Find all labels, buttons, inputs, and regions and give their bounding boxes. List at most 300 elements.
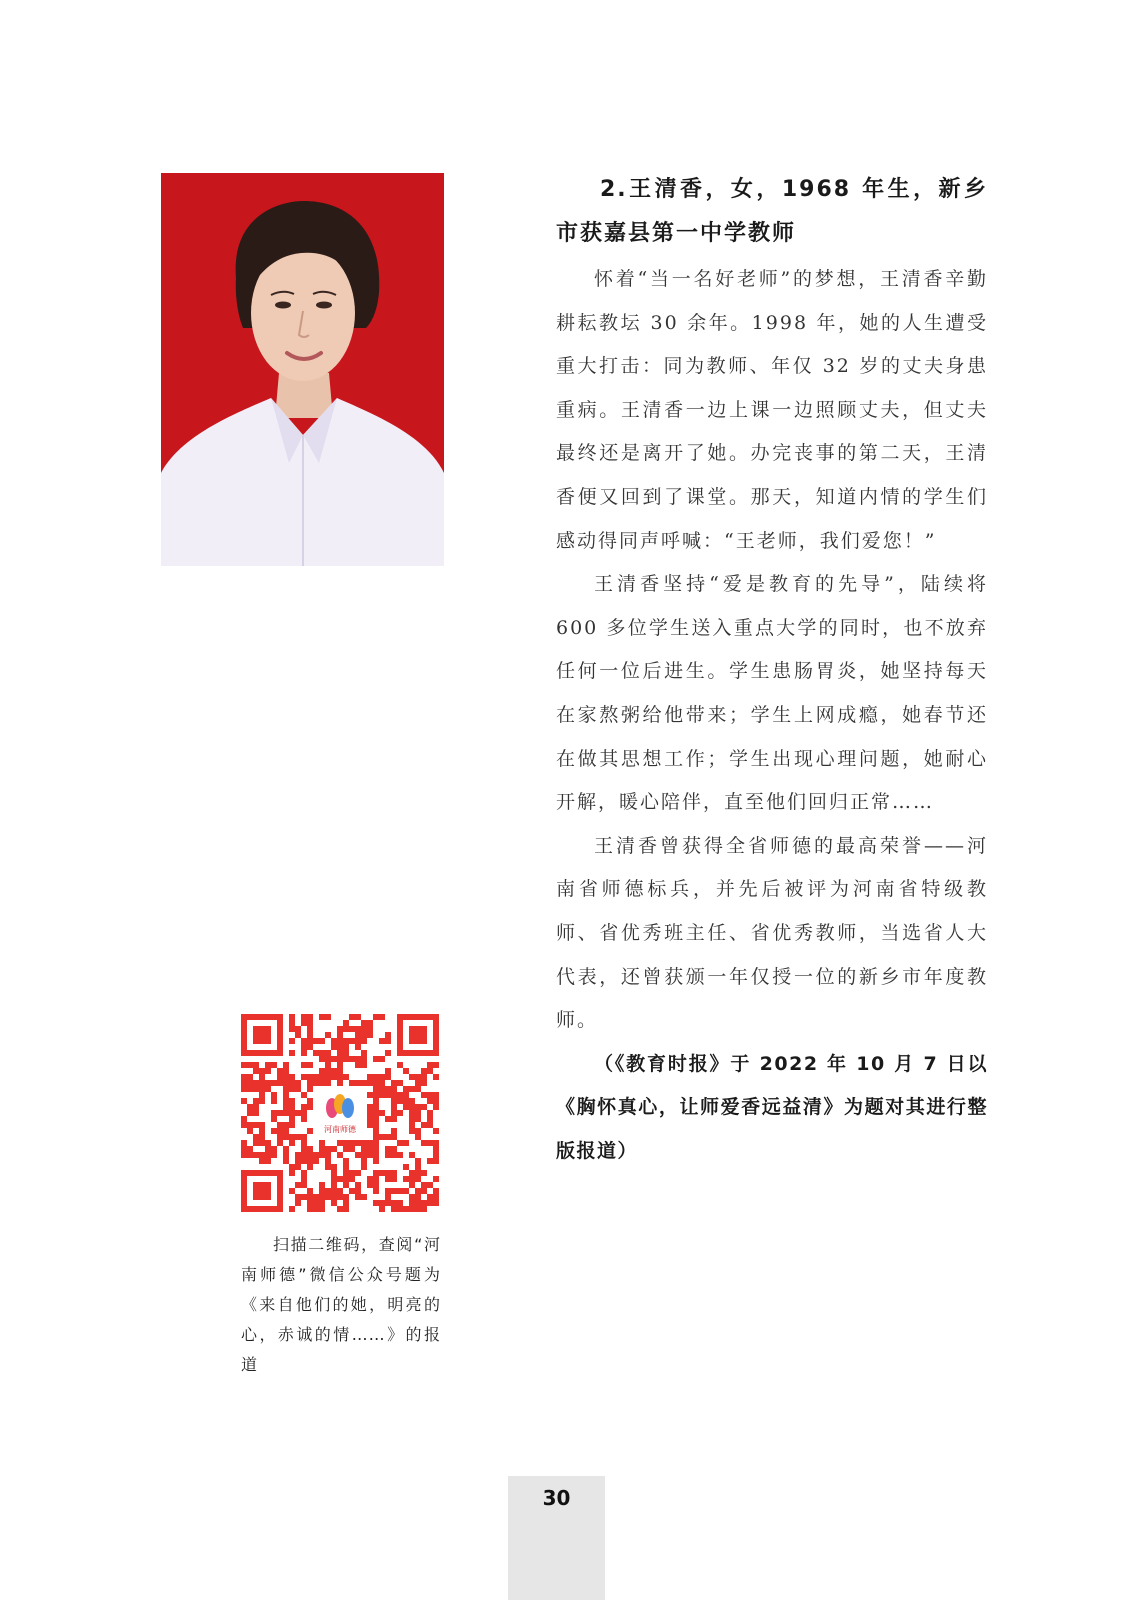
qr-module — [253, 1122, 259, 1128]
qr-module — [313, 1194, 319, 1200]
qr-module — [289, 1110, 295, 1116]
qr-module — [391, 1092, 397, 1098]
qr-module — [343, 1146, 349, 1152]
qr-module — [331, 1176, 337, 1182]
qr-module — [427, 1098, 433, 1104]
qr-module — [427, 1200, 433, 1206]
qr-module — [355, 1140, 361, 1146]
qr-module — [325, 1146, 331, 1152]
qr-module — [319, 1056, 325, 1062]
qr-module — [403, 1164, 409, 1170]
qr-module — [433, 1200, 439, 1206]
qr-module — [247, 1104, 253, 1110]
qr-module — [313, 1074, 319, 1080]
qr-module — [295, 1164, 301, 1170]
qr-module — [421, 1092, 427, 1098]
qr-module — [331, 1056, 337, 1062]
qr-module — [241, 1080, 247, 1086]
qr-module — [253, 1140, 259, 1146]
qr-module — [415, 1188, 421, 1194]
qr-module — [403, 1092, 409, 1098]
qr-module — [433, 1158, 439, 1164]
qr-module — [343, 1050, 349, 1056]
qr-module — [361, 1164, 367, 1170]
qr-module — [307, 1104, 313, 1110]
qr-module — [397, 1098, 403, 1104]
qr-module — [421, 1200, 427, 1206]
qr-module — [337, 1062, 343, 1068]
qr-module — [373, 1092, 379, 1098]
qr-module — [379, 1110, 385, 1116]
qr-module — [367, 1176, 373, 1182]
qr-module — [289, 1014, 295, 1020]
qr-module — [331, 1200, 337, 1206]
qr-module — [415, 1128, 421, 1134]
qr-module — [427, 1122, 433, 1128]
qr-module — [265, 1080, 271, 1086]
qr-module — [289, 1080, 295, 1086]
qr-module — [283, 1086, 289, 1092]
qr-module — [433, 1188, 439, 1194]
article-paragraph-1: 怀着“当一名好老师”的梦想，王清香辛勤耕耘教坛 30 余年。1998 年，她的人生遭受重大打击：同为教师、年仅 32 岁的丈夫身患重病。王清香一边上课一边照顾丈夫，但丈夫最终还是离开了她。办完丧事的第二天，王清香便又回到了课堂。那天，知道内情的学生们感动得同声呼喊：“王老师，我们爱您！” — [556, 268, 988, 552]
qr-module — [289, 1188, 295, 1194]
qr-module — [283, 1128, 289, 1134]
qr-module — [343, 1164, 349, 1170]
qr-module — [319, 1038, 325, 1044]
qr-module — [283, 1110, 289, 1116]
qr-module — [301, 1038, 307, 1044]
qr-module — [391, 1200, 397, 1206]
qr-module — [397, 1206, 403, 1212]
qr-module — [397, 1110, 403, 1116]
qr-module — [253, 1110, 259, 1116]
qr-module — [319, 1152, 325, 1158]
qr-module — [247, 1146, 253, 1152]
qr-module — [241, 1122, 247, 1128]
qr-module — [325, 1194, 331, 1200]
qr-module — [241, 1086, 247, 1092]
qr-module — [331, 1182, 337, 1188]
qr-module — [349, 1038, 355, 1044]
qr-module — [391, 1110, 397, 1116]
qr-module — [331, 1164, 337, 1170]
qr-module — [289, 1122, 295, 1128]
qr-module — [385, 1146, 391, 1152]
qr-module — [397, 1140, 403, 1146]
qr-module — [337, 1206, 343, 1212]
qr-module — [415, 1170, 421, 1176]
qr-module — [367, 1074, 373, 1080]
qr-module — [355, 1032, 361, 1038]
qr-module — [331, 1038, 337, 1044]
qr-module — [385, 1086, 391, 1092]
qr-module — [295, 1158, 301, 1164]
qr-module — [349, 1056, 355, 1062]
qr-caption: 扫描二维码，查阅“河南师德”微信公众号题为《来自他们的她，明亮的心，赤诚的情……》的报道 — [241, 1235, 441, 1374]
qr-module — [319, 1080, 325, 1086]
qr-module — [319, 1206, 325, 1212]
qr-module — [301, 1104, 307, 1110]
qr-logo-petal — [342, 1098, 354, 1118]
qr-module — [337, 1188, 343, 1194]
qr-module — [259, 1152, 265, 1158]
qr-module — [415, 1194, 421, 1200]
qr-module — [337, 1044, 343, 1050]
qr-logo-text: 河南师德 — [324, 1125, 356, 1134]
qr-module — [385, 1134, 391, 1140]
qr-module — [373, 1146, 379, 1152]
article-paragraph-2: 王清香坚持“爱是教育的先导”，陆续将 600 多位学生送入重点大学的同时，也不放弃任何一位后进生。学生患肠胃炎，她坚持每天在家熬粥给他带来；学生上网成瘾，她春节还在做其思想工作；学生出现心理问题，她耐心开解，暖心陪伴，直至他们回归正常…… — [556, 573, 988, 814]
qr-module — [373, 1170, 379, 1176]
qr-module — [343, 1206, 349, 1212]
qr-module — [361, 1152, 367, 1158]
qr-module — [301, 1152, 307, 1158]
qr-module — [313, 1200, 319, 1206]
qr-module — [409, 1098, 415, 1104]
qr-module — [409, 1122, 415, 1128]
qr-module — [319, 1182, 325, 1188]
qr-module — [343, 1182, 349, 1188]
qr-module — [361, 1056, 367, 1062]
qr-module — [253, 1134, 259, 1140]
qr-finder-bottom-left-core — [253, 1182, 271, 1200]
qr-module — [337, 1026, 343, 1032]
qr-module — [265, 1086, 271, 1092]
qr-module — [427, 1140, 433, 1146]
qr-module — [403, 1098, 409, 1104]
qr-module — [301, 1050, 307, 1056]
qr-module — [313, 1080, 319, 1086]
qr-module — [355, 1194, 361, 1200]
qr-module — [385, 1200, 391, 1206]
qr-module — [343, 1194, 349, 1200]
qr-module — [373, 1014, 379, 1020]
qr-module — [307, 1158, 313, 1164]
qr-module — [367, 1182, 373, 1188]
qr-module — [403, 1086, 409, 1092]
qr-module — [433, 1092, 439, 1098]
qr-module — [409, 1182, 415, 1188]
qr-module — [307, 1032, 313, 1038]
qr-module — [415, 1074, 421, 1080]
qr-module — [289, 1026, 295, 1032]
qr-module — [409, 1194, 415, 1200]
qr-module — [391, 1206, 397, 1212]
qr-module — [283, 1074, 289, 1080]
qr-module — [307, 1200, 313, 1206]
qr-module — [403, 1206, 409, 1212]
qr-module — [343, 1044, 349, 1050]
qr-module — [343, 1140, 349, 1146]
qr-module — [403, 1104, 409, 1110]
qr-module — [289, 1038, 295, 1044]
qr-module — [397, 1092, 403, 1098]
qr-module — [325, 1014, 331, 1020]
qr-module — [373, 1176, 379, 1182]
qr-module — [397, 1062, 403, 1068]
qr-module — [289, 1074, 295, 1080]
qr-module — [433, 1074, 439, 1080]
qr-module — [355, 1038, 361, 1044]
qr-code-graphic — [241, 1014, 439, 1212]
qr-module — [385, 1194, 391, 1200]
qr-module — [373, 1086, 379, 1092]
qr-module — [373, 1104, 379, 1110]
qr-module — [253, 1062, 259, 1068]
qr-module — [307, 1044, 313, 1050]
qr-module — [433, 1152, 439, 1158]
qr-module — [331, 1194, 337, 1200]
qr-module — [337, 1194, 343, 1200]
qr-module — [301, 1110, 307, 1116]
qr-module — [313, 1206, 319, 1212]
page-number: 30 — [542, 1486, 571, 1510]
qr-module — [355, 1056, 361, 1062]
qr-module — [241, 1116, 247, 1122]
qr-module — [319, 1068, 325, 1074]
qr-module — [361, 1032, 367, 1038]
qr-module — [421, 1206, 427, 1212]
qr-module — [343, 1176, 349, 1182]
qr-module — [313, 1050, 319, 1056]
qr-module — [337, 1032, 343, 1038]
qr-module — [403, 1176, 409, 1182]
qr-module — [343, 1026, 349, 1032]
qr-module — [301, 1140, 307, 1146]
qr-code[interactable] — [241, 1014, 439, 1212]
qr-module — [283, 1134, 289, 1140]
qr-module — [277, 1068, 283, 1074]
qr-module — [337, 1152, 343, 1158]
qr-module — [289, 1098, 295, 1104]
qr-module — [367, 1140, 373, 1146]
qr-module — [307, 1098, 313, 1104]
qr-module — [361, 1038, 367, 1044]
qr-module — [325, 1080, 331, 1086]
qr-module — [253, 1080, 259, 1086]
qr-module — [271, 1110, 277, 1116]
qr-module — [247, 1128, 253, 1134]
qr-module — [289, 1116, 295, 1122]
qr-module — [367, 1032, 373, 1038]
qr-module — [355, 1026, 361, 1032]
qr-module — [295, 1032, 301, 1038]
qr-module — [427, 1158, 433, 1164]
qr-module — [331, 1044, 337, 1050]
qr-module — [415, 1206, 421, 1212]
qr-module — [409, 1170, 415, 1176]
qr-module — [397, 1188, 403, 1194]
qr-module — [259, 1092, 265, 1098]
qr-module — [391, 1134, 397, 1140]
qr-module — [283, 1146, 289, 1152]
qr-module — [283, 1104, 289, 1110]
qr-module — [265, 1062, 271, 1068]
qr-module — [277, 1080, 283, 1086]
qr-module — [415, 1086, 421, 1092]
qr-module — [319, 1200, 325, 1206]
qr-module — [385, 1170, 391, 1176]
qr-module — [319, 1140, 325, 1146]
qr-module — [373, 1134, 379, 1140]
qr-module — [325, 1164, 331, 1170]
qr-module — [373, 1056, 379, 1062]
qr-module — [421, 1104, 427, 1110]
qr-module — [301, 1194, 307, 1200]
qr-module — [373, 1128, 379, 1134]
article-source-note: （《教育时报》于 2022 年 10 月 7 日以《胸怀真心，让师爱香远益清》为题对其进行整版报道） — [556, 1052, 988, 1162]
qr-module — [367, 1152, 373, 1158]
qr-module — [271, 1146, 277, 1152]
qr-module — [295, 1200, 301, 1206]
qr-module — [343, 1170, 349, 1176]
qr-module — [247, 1080, 253, 1086]
qr-module — [355, 1170, 361, 1176]
qr-module — [265, 1068, 271, 1074]
qr-module — [415, 1176, 421, 1182]
qr-module — [283, 1068, 289, 1074]
qr-module — [331, 1068, 337, 1074]
qr-module — [247, 1074, 253, 1080]
qr-module — [301, 1158, 307, 1164]
qr-module — [325, 1074, 331, 1080]
qr-module — [259, 1086, 265, 1092]
qr-module — [373, 1098, 379, 1104]
qr-module — [349, 1176, 355, 1182]
qr-module — [247, 1086, 253, 1092]
portrait-illustration — [161, 173, 444, 566]
qr-module — [319, 1146, 325, 1152]
qr-module — [427, 1068, 433, 1074]
qr-module — [427, 1194, 433, 1200]
qr-module — [415, 1104, 421, 1110]
qr-module — [391, 1086, 397, 1092]
qr-module — [391, 1146, 397, 1152]
qr-module — [403, 1140, 409, 1146]
qr-module — [391, 1176, 397, 1182]
qr-module — [271, 1098, 277, 1104]
qr-module — [307, 1038, 313, 1044]
qr-module — [391, 1152, 397, 1158]
qr-module — [367, 1092, 373, 1098]
qr-module — [301, 1074, 307, 1080]
qr-module — [433, 1062, 439, 1068]
qr-module — [433, 1146, 439, 1152]
qr-module — [295, 1080, 301, 1086]
qr-module — [289, 1050, 295, 1056]
qr-module — [355, 1182, 361, 1188]
qr-module — [253, 1086, 259, 1092]
qr-module — [265, 1146, 271, 1152]
qr-module — [325, 1152, 331, 1158]
qr-module — [397, 1152, 403, 1158]
qr-module — [283, 1122, 289, 1128]
qr-module — [349, 1146, 355, 1152]
qr-module — [307, 1164, 313, 1170]
qr-module — [277, 1122, 283, 1128]
qr-module — [301, 1062, 307, 1068]
qr-module — [241, 1098, 247, 1104]
qr-module — [361, 1080, 367, 1086]
qr-module — [373, 1110, 379, 1116]
qr-module — [295, 1194, 301, 1200]
qr-module — [379, 1170, 385, 1176]
qr-module — [277, 1110, 283, 1116]
qr-module — [337, 1038, 343, 1044]
qr-module — [385, 1068, 391, 1074]
qr-module — [325, 1158, 331, 1164]
qr-finder-top-right-core — [409, 1026, 427, 1044]
qr-module — [301, 1116, 307, 1122]
qr-module — [277, 1074, 283, 1080]
qr-module — [349, 1188, 355, 1194]
qr-module — [409, 1086, 415, 1092]
qr-module — [271, 1092, 277, 1098]
qr-module — [241, 1074, 247, 1080]
qr-module — [379, 1056, 385, 1062]
qr-module — [289, 1140, 295, 1146]
qr-module — [325, 1032, 331, 1038]
qr-module — [373, 1122, 379, 1128]
qr-module — [313, 1038, 319, 1044]
qr-module — [421, 1182, 427, 1188]
qr-module — [319, 1074, 325, 1080]
qr-module — [391, 1128, 397, 1134]
qr-module — [301, 1014, 307, 1020]
qr-module — [385, 1050, 391, 1056]
qr-module — [259, 1074, 265, 1080]
qr-module — [241, 1152, 247, 1158]
qr-module — [349, 1080, 355, 1086]
qr-module — [289, 1164, 295, 1170]
qr-module — [373, 1200, 379, 1206]
qr-module — [427, 1116, 433, 1122]
qr-module — [421, 1122, 427, 1128]
qr-module — [247, 1122, 253, 1128]
qr-module — [343, 1158, 349, 1164]
qr-module — [379, 1038, 385, 1044]
qr-module — [295, 1152, 301, 1158]
qr-module — [415, 1164, 421, 1170]
qr-module — [361, 1050, 367, 1056]
qr-module — [373, 1158, 379, 1164]
qr-module — [361, 1062, 367, 1068]
qr-module — [247, 1062, 253, 1068]
qr-module — [355, 1152, 361, 1158]
qr-module — [301, 1020, 307, 1026]
qr-module — [319, 1014, 325, 1020]
qr-module — [403, 1188, 409, 1194]
qr-module — [355, 1062, 361, 1068]
qr-module — [307, 1194, 313, 1200]
qr-module — [385, 1032, 391, 1038]
qr-module — [271, 1128, 277, 1134]
qr-module — [253, 1152, 259, 1158]
qr-module — [289, 1020, 295, 1026]
qr-module — [361, 1158, 367, 1164]
article — [556, 168, 988, 1173]
qr-module — [337, 1050, 343, 1056]
qr-module — [415, 1080, 421, 1086]
qr-module — [253, 1098, 259, 1104]
qr-module — [343, 1056, 349, 1062]
qr-module — [295, 1086, 301, 1092]
qr-module — [265, 1152, 271, 1158]
qr-module — [301, 1170, 307, 1176]
qr-module — [301, 1176, 307, 1182]
qr-module — [415, 1134, 421, 1140]
qr-module — [349, 1170, 355, 1176]
